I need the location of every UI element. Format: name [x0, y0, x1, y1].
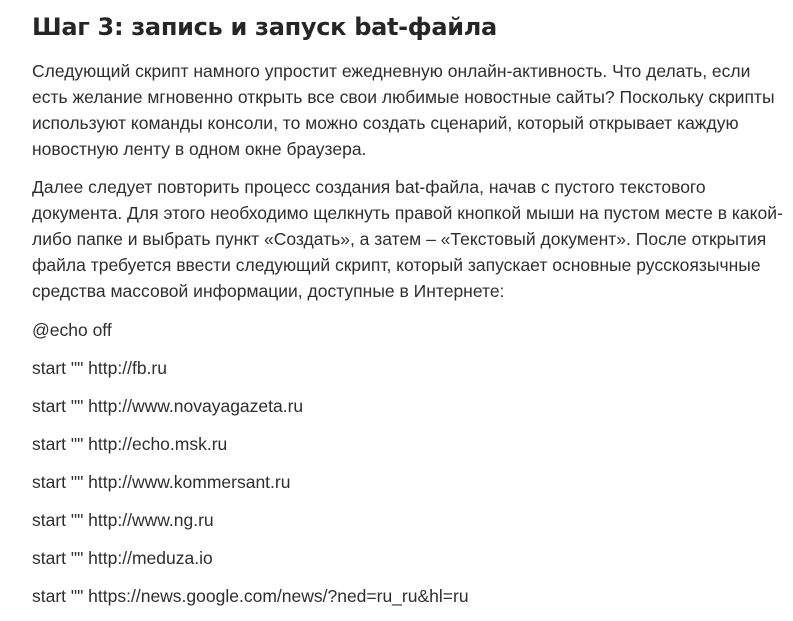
script-line-kommersant: start "" http://www.kommersant.ru [32, 472, 291, 492]
article [32, 0, 788, 621]
script-line-google-news: start "" https://news.google.com/news/?ned=ru_ru&hl=ru [32, 586, 469, 606]
script-line-echo-msk: start "" http://echo.msk.ru [32, 434, 228, 454]
script-line-fb: start "" http://fb.ru [32, 358, 167, 378]
script-lines [32, 317, 788, 621]
script-line-echo-off: @echo off [32, 320, 112, 340]
script-line-novayagazeta: start "" http://www.novayagazeta.ru [32, 396, 304, 416]
instructions-paragraph: Далее следует повторить процесс создания bat-файла, начав с пустого текстового документа. Для этого необходимо щелкнуть правой кнопкой мыши на пустом месте в какой-либо папке и выбрать пункт «Создать», а затем – «Текстовый документ». После открытия файла требуется ввести следующий скрипт, который запускает основные русскоязычные средства массовой информации, доступные в Интернете: [32, 177, 783, 301]
intro-paragraph: Следующий скрипт намного упростит ежедневную онлайн-активность. Что делать, если есть желание мгновенно открыть все свои любимые новостные сайты? Поскольку скрипты используют команды консоли, то можно создать сценарий, который открывает каждую новостную ленту в одном окне браузера. [32, 61, 775, 159]
script-line-meduza: start "" http://meduza.io [32, 548, 213, 568]
section-heading: Шаг 3: запись и запуск bat-файла [32, 13, 497, 41]
script-line-ng: start "" http://www.ng.ru [32, 510, 214, 530]
